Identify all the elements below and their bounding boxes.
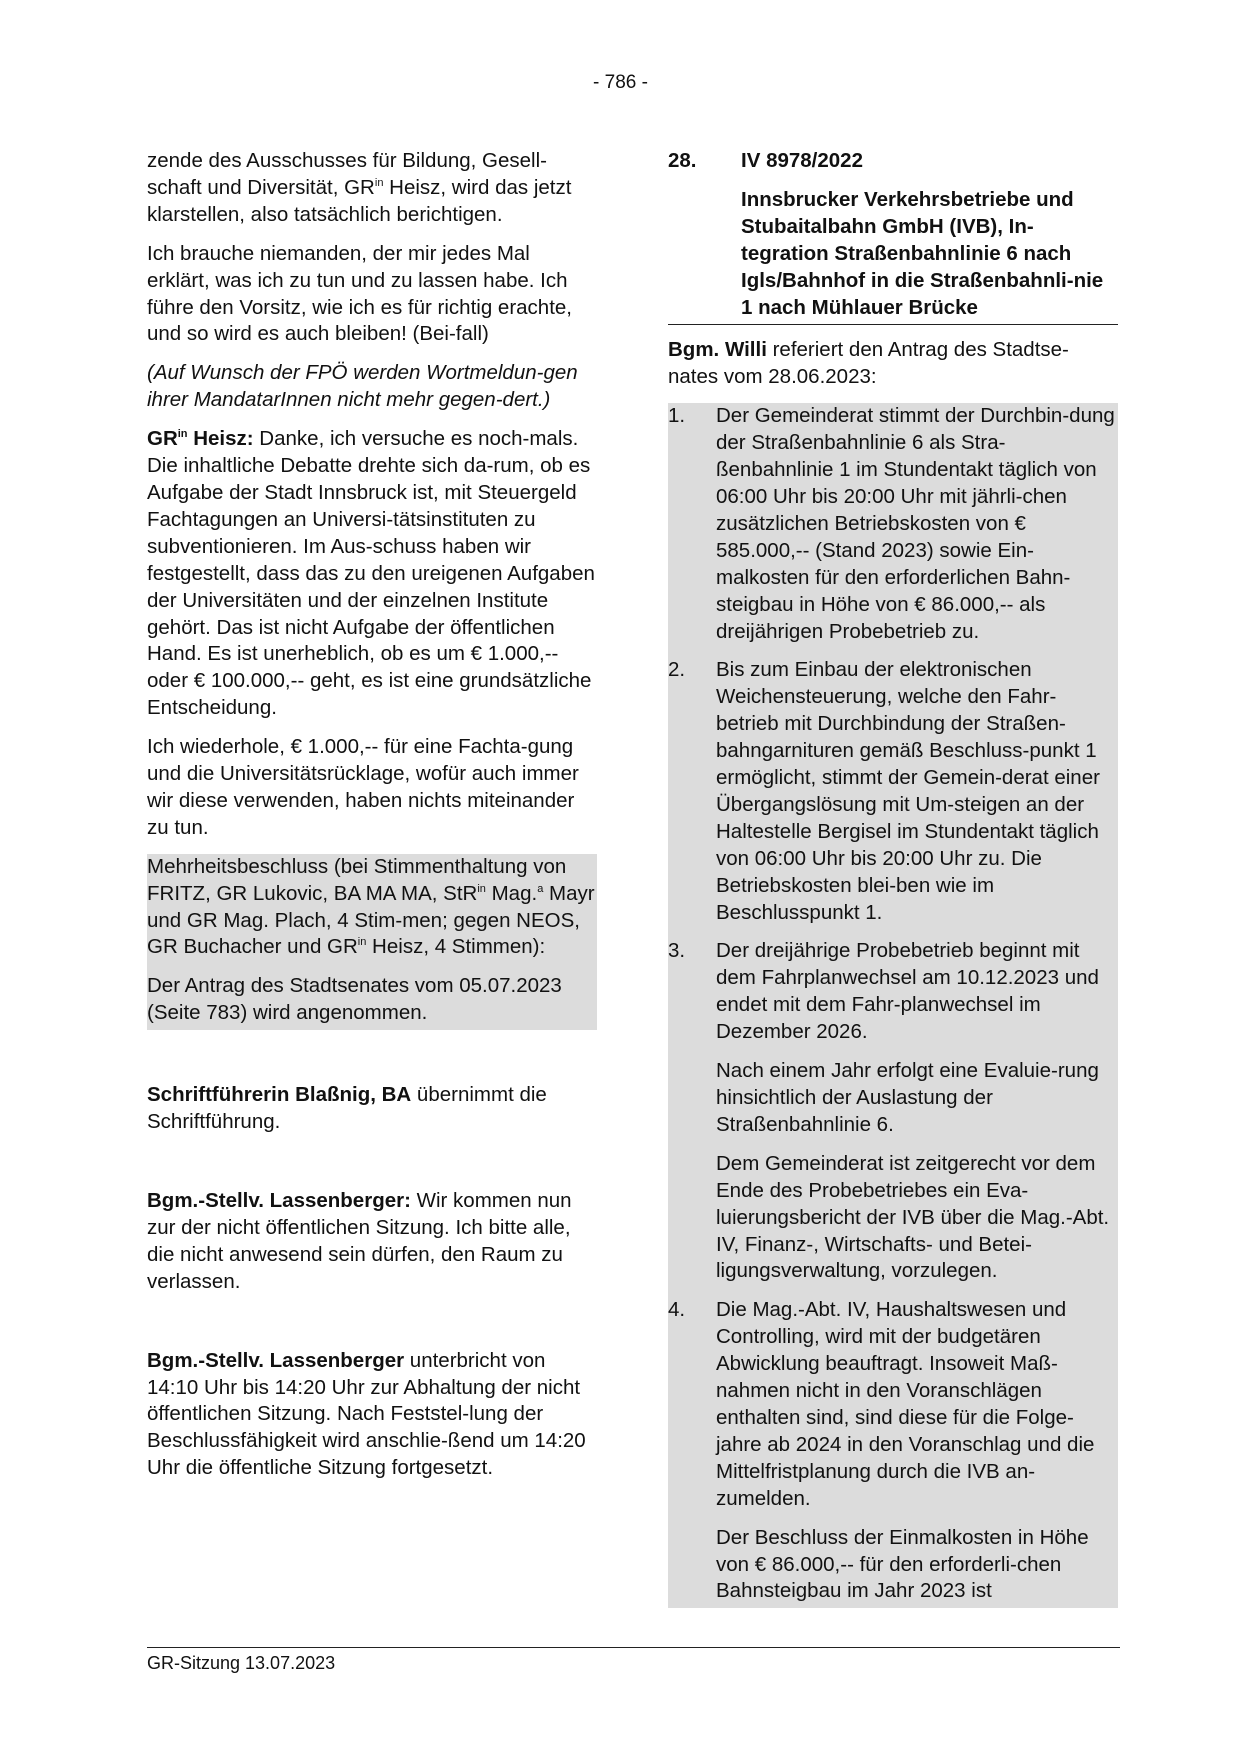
resolution-result: Der Antrag des Stadtsenates vom 05.07.2023 (Seite 783) wird angenommen. (147, 974, 562, 1025)
speech-heisz: $GR^{in}$ Heisz: Danke, ich versuche es noch-mals. Die inhaltliche Debatte drehte sich da-rum, ob es Aufgabe der Stadt Innsbruck ist, mit Steuergeld Fachtagungen an Universi-tätsinstituten zu subventionieren. Im Aus-schuss haben wir festgestellt, dass das zu den ureigenen Aufgaben der Universitäten und der einzelnen Institute gehört. Das ist nicht Aufgabe der öffentlichen Hand. Es ist unerheblich, ob es um € 1.000,-- oder € 100.000,-- geht, es ist eine grundsätzliche Entscheidung. (147, 427, 595, 720)
paragraph-schriftfuehrung: Schriftführerin Blaßnig, BA übernimmt die Schriftführung. (147, 1083, 547, 1134)
fpo-note: (Auf Wunsch der FPÖ werden Wortmeldun-gen ihrer MandatarInnen nicht mehr gegen-dert.) (147, 361, 578, 412)
paragraph-lassenberger-1: Bgm.-Stellv. Lassenberger: Wir kommen nun zur der nicht öffentlichen Sitzung. Ich bitte alle, die nicht anwesend sein dürfen, den Raum zu verlassen. (147, 1189, 572, 1293)
agenda-item-ref: IV 8978/2022 (741, 149, 863, 172)
speaker-heisz: $GR^{in}$ Heisz: (147, 427, 254, 451)
agenda-item-header (668, 148, 1118, 175)
motion-item: 2. Bis zum Einbau der elektronischen Weichensteuerung, welche den Fahr-betrieb mit Durchbindung der Straßen-bahngarnituren gemäß Beschluss-punkt 1 ermöglicht, stimmt der Gemein-derat einer Übergangslösung mit Um-steigen an der Haltestelle Bergisel im Stundentakt täglich von 06:00 Uhr bis 20:00 Uhr zu. Die Betriebskosten blei-ben wie im Beschlusspunkt 1. (668, 658, 1100, 924)
footer-session-date: GR-Sitzung 13.07.2023 (147, 1653, 336, 1673)
paragraph-5: Ich wiederhole, € 1.000,-- für eine Fachta-gung und die Universitätsrücklage, wofür auch immer wir diese verwenden, haben nichts miteinander zu tun. (147, 735, 579, 839)
motion-item: 3. Der dreijährige Probebetrieb beginnt mit dem Fahrplanwechsel am 10.12.2023 und endet mit dem Fahr-planwechsel im Dezember 2026. (668, 939, 1099, 1044)
agenda-item-title: Innsbrucker Verkehrsbetriebe und Stubaitalbahn GmbH (IVB), In-tegration Straßenbahnlinie 6 nach Igls/Bahnhof in die Straßenbahnli-nie 1 nach Mühlauer Brücke (741, 187, 1104, 319)
motion-item: 1. Der Gemeinderat stimmt der Durchbin-dung der Straßenbahnlinie 6 als Stra-ßenbahnlinie 1 im Stundentakt täglich von 06:00 Uhr bis 20:00 Uhr mit jährli-chen zusätzlichen Betriebskosten von € 585.000,-- (Stand 2023) sowie Ein-malkosten für den erforderlichen Bahn-steigbau in Höhe von € 86.000,-- als dreijährigen Probebetrieb zu. (668, 404, 1115, 643)
motion-item: Nach einem Jahr erfolgt eine Evaluie-rung hinsichtlich der Auslastung der Straßenbahnlinie 6. (716, 1059, 1099, 1136)
paragraph-2: Ich brauche niemanden, der mir jedes Mal erklärt, was ich zu tun und zu lassen habe. Ich führe den Vorsitz, wie ich es für richtig erachte, und so wird es auch bleiben! (Bei-fall) (147, 241, 573, 346)
paragraph-1: zende des Ausschusses für Bildung, Gesell-schaft und Diversität, $GR^{in}$ Heisz, wird das jetzt klarstellen, also tatsächlich berichtigen. (147, 149, 572, 226)
agenda-item-number: 28. (668, 149, 697, 172)
motion-item: 4. Die Mag.-Abt. IV, Haushaltswesen und Controlling, wird mit der budgetären Abwicklung beauftragt. Insoweit Maß-nahmen nicht in den Voranschlägen enthalten sind, sind diese für die Folge-jahre ab 2024 in den Voranschlag und die Mittelfristplanung durch die IVB an-zumelden. (668, 1298, 1095, 1510)
paragraph-lassenberger-2: Bgm.-Stellv. Lassenberger unterbricht von 14:10 Uhr bis 14:20 Uhr zur Abhaltung der nicht öffentlichen Sitzung. Nach Feststel-lung der Beschlussfähigkeit wird anschlie-ßend um 14:20 Uhr die öffentliche Sitzung fortgesetzt. (147, 1348, 586, 1480)
motion-box (668, 403, 1118, 1608)
vote-result-box (147, 854, 597, 1030)
intro-paragraph: Bgm. Willi referiert den Antrag des Stadtse-nates vom 28.06.2023: (668, 338, 1069, 389)
footer-rule (147, 1647, 1120, 1648)
motion-item: Dem Gemeinderat ist zeitgerecht vor dem Ende des Probebetriebes ein Eva-luierungsbericht der IVB über die Mag.-Abt. IV, Finanz-, Wirtschafts- und Betei-ligungsverwaltung, vorzulegen. (716, 1151, 1110, 1283)
vote-text: Mehrheitsbeschluss (bei Stimmenthaltung von FRITZ, GR Lukovic, BA MA MA, StR$^{in}$ Mag.$^a$ Mayr und GR Mag. Plach, 4 Stim-men; gegen NEOS, GR Buchacher und $GR^{in}$ Heisz, 4 Stimmen): (147, 854, 595, 959)
left-column (147, 148, 597, 1482)
motion-item: Der Beschluss der Einmalkosten in Höhe von € 86.000,-- für den erforderli-chen Bahnsteigbau im Jahr 2023 ist (716, 1525, 1089, 1603)
right-column (668, 148, 1118, 1608)
page-number: - 786 - (593, 72, 648, 93)
